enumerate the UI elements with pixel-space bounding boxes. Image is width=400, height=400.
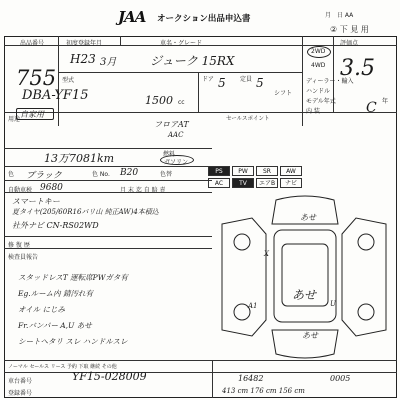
dealer-label: ディーラー・輸入: [306, 78, 354, 85]
drive-4wd: 4WD: [311, 62, 326, 69]
equip-tv: TV: [232, 178, 254, 188]
model-year-label: モデル年式: [306, 98, 336, 105]
interior-grade: C: [366, 100, 377, 116]
ac-type: AAC: [168, 131, 184, 139]
diagram-mark-3: あせ: [302, 331, 318, 340]
capacity-label: 定員: [240, 76, 253, 83]
report-line-2: Eg.ルーム内 錆汚れ有: [18, 289, 94, 298]
color-no-label: 色 No.: [92, 171, 110, 178]
fuel-label: 燃料: [163, 151, 176, 158]
equip-navi: ナビ: [280, 178, 302, 188]
equip-ac: AC: [208, 178, 230, 188]
equip-pw: PW: [232, 166, 254, 176]
repair-history-label: 修 復 歴: [8, 242, 30, 249]
eval-point-label: 評価点: [340, 40, 359, 47]
tax-label: 自動車税: [8, 187, 33, 194]
diagram-mark-4: A1: [248, 302, 258, 310]
report-line-4: Fr.バンパー A,U あせ: [18, 321, 92, 330]
color-value: ブラック: [26, 171, 62, 181]
equip-ps: PS: [208, 166, 230, 176]
serial-label: 登録番号: [8, 390, 33, 397]
diagram-mark-5: U: [330, 300, 336, 308]
model-code: DBA-YF15: [22, 88, 89, 103]
fuel-value: ガソリン: [164, 159, 189, 166]
inspection-label: 検査員報告: [8, 254, 39, 261]
bottom-dimensions: 413 cm 176 cm 156 cm: [222, 387, 305, 395]
capacity-value: 5: [256, 76, 264, 90]
report-line-1: スタッドレスT 運転席PWガタ有: [18, 273, 128, 282]
year-suffix: 年: [382, 98, 389, 105]
equip-sr: SR: [256, 166, 278, 176]
mileage: 13万7081km: [44, 152, 115, 165]
doors-label: ドア: [202, 76, 214, 83]
model-code-label: 型式: [62, 77, 75, 84]
first-reg-label: 初度登録年月: [66, 40, 103, 47]
note-line-1: スマートキー: [12, 197, 60, 206]
chassis-label: 車台番号: [8, 378, 33, 385]
car-name: ジューク 15RX: [150, 54, 235, 68]
lot-number: 755: [16, 66, 57, 90]
model-grade-label: 車名・グレード: [160, 40, 203, 47]
diagram-mark-6: X: [264, 250, 269, 258]
report-line-5: シートヘタリ スレ ハンドルスレ: [18, 337, 128, 346]
doors-value: 5: [218, 76, 226, 90]
drive-2wd: 2WD: [311, 48, 326, 55]
shift-label: シフト: [274, 90, 293, 97]
lot-no-label: 出品番号: [20, 40, 45, 47]
usage-value: 自家用: [20, 110, 44, 119]
diagram-mark-2: あせ: [292, 288, 317, 302]
usage-label: 用途: [8, 116, 21, 123]
equip-aw: AW: [280, 166, 302, 176]
copy-label: ② 下 見 用: [330, 25, 369, 34]
handle-label: ハンドル: [306, 88, 331, 95]
date-label: 月 日 AA: [325, 12, 354, 19]
tax-amount: 9680: [40, 183, 63, 193]
bottom-number-1: 16482: [238, 374, 264, 383]
bottom-number-2: 0005: [330, 374, 351, 383]
equip-airbag: エアB: [256, 178, 278, 188]
bottom-type-labels: ノーマル セールス リース 予約 下取 継続 その他: [8, 364, 117, 370]
first-reg-month: 3月: [100, 57, 117, 68]
color-change-label: 色替: [160, 171, 173, 178]
displacement-unit: cc: [178, 99, 185, 106]
note-line-3: 社外ナビ CN-RS02WD: [12, 221, 99, 230]
report-line-3: オイル にじみ: [18, 305, 66, 314]
note-line-2: 夏タイヤ(205/60R16バリ山 純正AW)4本積込: [12, 208, 159, 216]
sales-points-label: セールスポイント: [226, 116, 270, 122]
eval-score: 3.5: [340, 56, 375, 81]
interior-label: 内 装: [306, 108, 320, 115]
displacement: 1500: [145, 94, 173, 107]
shift-type: フロアAT: [154, 120, 189, 129]
sheet-title: オークション出品申込書: [157, 14, 251, 24]
color-code: B20: [120, 168, 139, 178]
diagram-mark-1: あせ: [300, 213, 316, 222]
first-reg-year: H23: [70, 52, 96, 66]
chassis-number: YF15-028009: [72, 370, 147, 383]
color-label: 色: [8, 171, 15, 178]
inspection-period: 月 末 迄 自 賠 責: [120, 187, 166, 194]
jaa-logo: JAA: [118, 8, 146, 26]
